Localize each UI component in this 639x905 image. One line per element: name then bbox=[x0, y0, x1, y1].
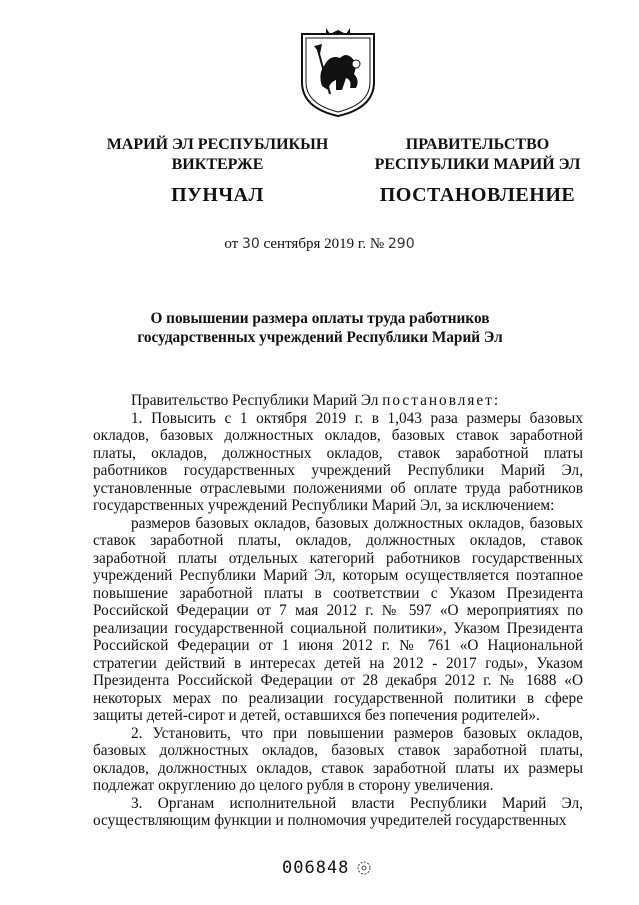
paragraph-2: размеров базовых окладов, базовых должностных окладов, базовых ставок заработной платы, окладов, должностных окладов, ставок заработной платы отдельных категорий работников государственных учреждений Республики Марий Эл, которым осуществляется поэтапное повышение заработной платы в соответствии с Указом Президента Российской Федерации от 7 мая 2012 г. № 597 «О мероприятиях по реализации государственной социальной политики», Указом Президента Российской Федерации от 1 июня 2012 г. № 761 «О Национальной стратегии действий в интересах детей на 2012 - 2017 годы», Указом Президента Российской Федерации от 28 декабря 2012 г. № 1688 «О некоторых мерах по реализации государственной политики в сфере защиты детей-сирот и детей, оставшихся без попечения родителей». bbox=[93, 514, 583, 724]
intro-verb: постановляет: bbox=[382, 392, 501, 409]
paragraph-4: 3. Органам исполнительной власти Республики Марий Эл, осуществляющим функции и полномочия учредителей государственных bbox=[93, 794, 583, 829]
header-left-doc-type: ПУНЧАЛ bbox=[171, 184, 264, 206]
ornament-mark-icon bbox=[356, 860, 372, 876]
intro-paragraph bbox=[93, 392, 583, 410]
title-line1: О повышении размера оплаты труда работников bbox=[150, 310, 490, 327]
document-body bbox=[93, 392, 583, 830]
header-right-block bbox=[365, 135, 590, 205]
header-left-block bbox=[95, 135, 340, 205]
header-left-line1: МАРИЙ ЭЛ РЕСПУБЛИКЫН bbox=[106, 136, 329, 153]
header-right-doc-type: ПОСТАНОВЛЕНИЕ bbox=[379, 184, 576, 206]
paragraph-1: 1. Повысить с 1 октября 2019 г. в 1,043 раза размеры базовых окладов, базовых должностных окладов, базовых ставок заработной платы, окладов, должностных окладов, ставок заработной платы работников государственных учреждений Республики Марий Эл, установленные отраслевыми положениями об оплате труда работников государственных учреждений Республики Марий Эл, за исключением: bbox=[93, 409, 583, 514]
serial-number: 006848 bbox=[282, 858, 350, 878]
header-right-line1: ПРАВИТЕЛЬСТВО bbox=[405, 136, 550, 153]
title-line2: государственных учреждений Республики Марий Эл bbox=[137, 329, 503, 346]
date-prefix: от bbox=[224, 236, 239, 252]
document-date-line bbox=[0, 236, 639, 253]
coat-of-arms-icon bbox=[296, 24, 380, 118]
document-title bbox=[100, 309, 540, 347]
header-right-line2: РЕСПУБЛИКИ МАРИЙ ЭЛ bbox=[374, 156, 581, 173]
date-month-year: сентября 2019 г. № bbox=[263, 236, 385, 252]
header-left-line2: ВИКТЕРЖЕ bbox=[171, 156, 264, 173]
document-number: 290 bbox=[387, 236, 415, 252]
paragraph-3: 2. Установить, что при повышении размеров базовых окладов, базовых должностных окладов, базовых ставок заработной платы, окладов, должностных окладов, ставок заработной платы их размеры подлежат округлению до целого рубля в сторону увеличения. bbox=[93, 724, 583, 794]
date-day: 30 bbox=[241, 236, 260, 252]
intro-prefix: Правительство Республики Марий Эл bbox=[131, 392, 379, 409]
